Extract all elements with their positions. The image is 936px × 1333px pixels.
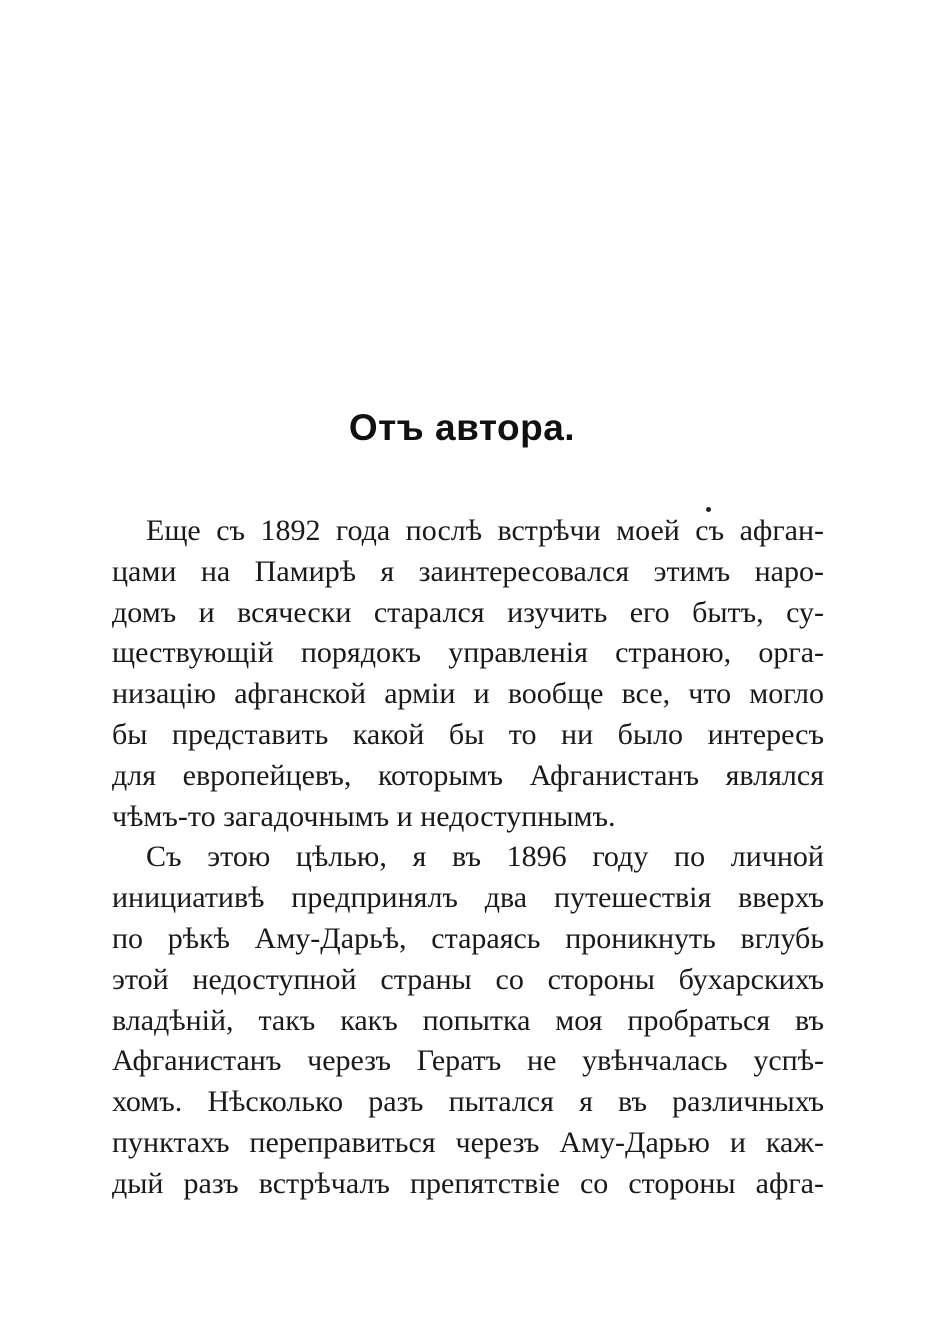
text-line: пунктахъ переправиться черезъ Аму-Дарью и каж- <box>112 1125 824 1159</box>
text-line: владѣній, такъ какъ попытка моя пробраться въ <box>112 1003 824 1037</box>
text-line: Съ этою цѣлью, я въ 1896 году по личной <box>146 840 824 874</box>
text-line: чѣмъ-то загадочнымъ и недоступнымъ. <box>112 799 616 833</box>
text-line: домъ и всячески старался изучить его бытъ, су- <box>112 595 824 629</box>
text-line: Афганистанъ черезъ Гератъ не увѣнчалась успѣ- <box>112 1044 824 1078</box>
text-line: Еще съ 1892 года послѣ встрѣчи моей съ афган- <box>146 514 824 547</box>
body-text <box>112 511 824 1205</box>
text-line: этой недоступной страны со стороны бухарскихъ <box>112 962 824 996</box>
text-line: хомъ. Нѣсколько разъ пытался я въ различныхъ <box>112 1085 824 1119</box>
text-line: бы представить какой бы то ни было интересъ <box>112 717 824 751</box>
text-line: инициативѣ предпринялъ два путешествія вверхъ <box>112 881 824 915</box>
text-line: ществующій порядокъ управленія страною, орга- <box>112 636 824 670</box>
text-line: дый разъ встрѣчалъ препятствіе со стороны афга- <box>112 1166 824 1200</box>
text-line: низацію афганской арміи и вообще все, что могло <box>112 677 824 711</box>
chapter-heading: Отъ автора. <box>348 407 576 448</box>
text-line: цами на Памирѣ я заинтересовался этимъ наро- <box>112 554 824 588</box>
text-line: для европейцевъ, которымъ Афганистанъ являлся <box>112 758 824 792</box>
text-line: по рѣкѣ Аму-Дарьѣ, стараясь проникнуть вглубь <box>112 921 824 955</box>
